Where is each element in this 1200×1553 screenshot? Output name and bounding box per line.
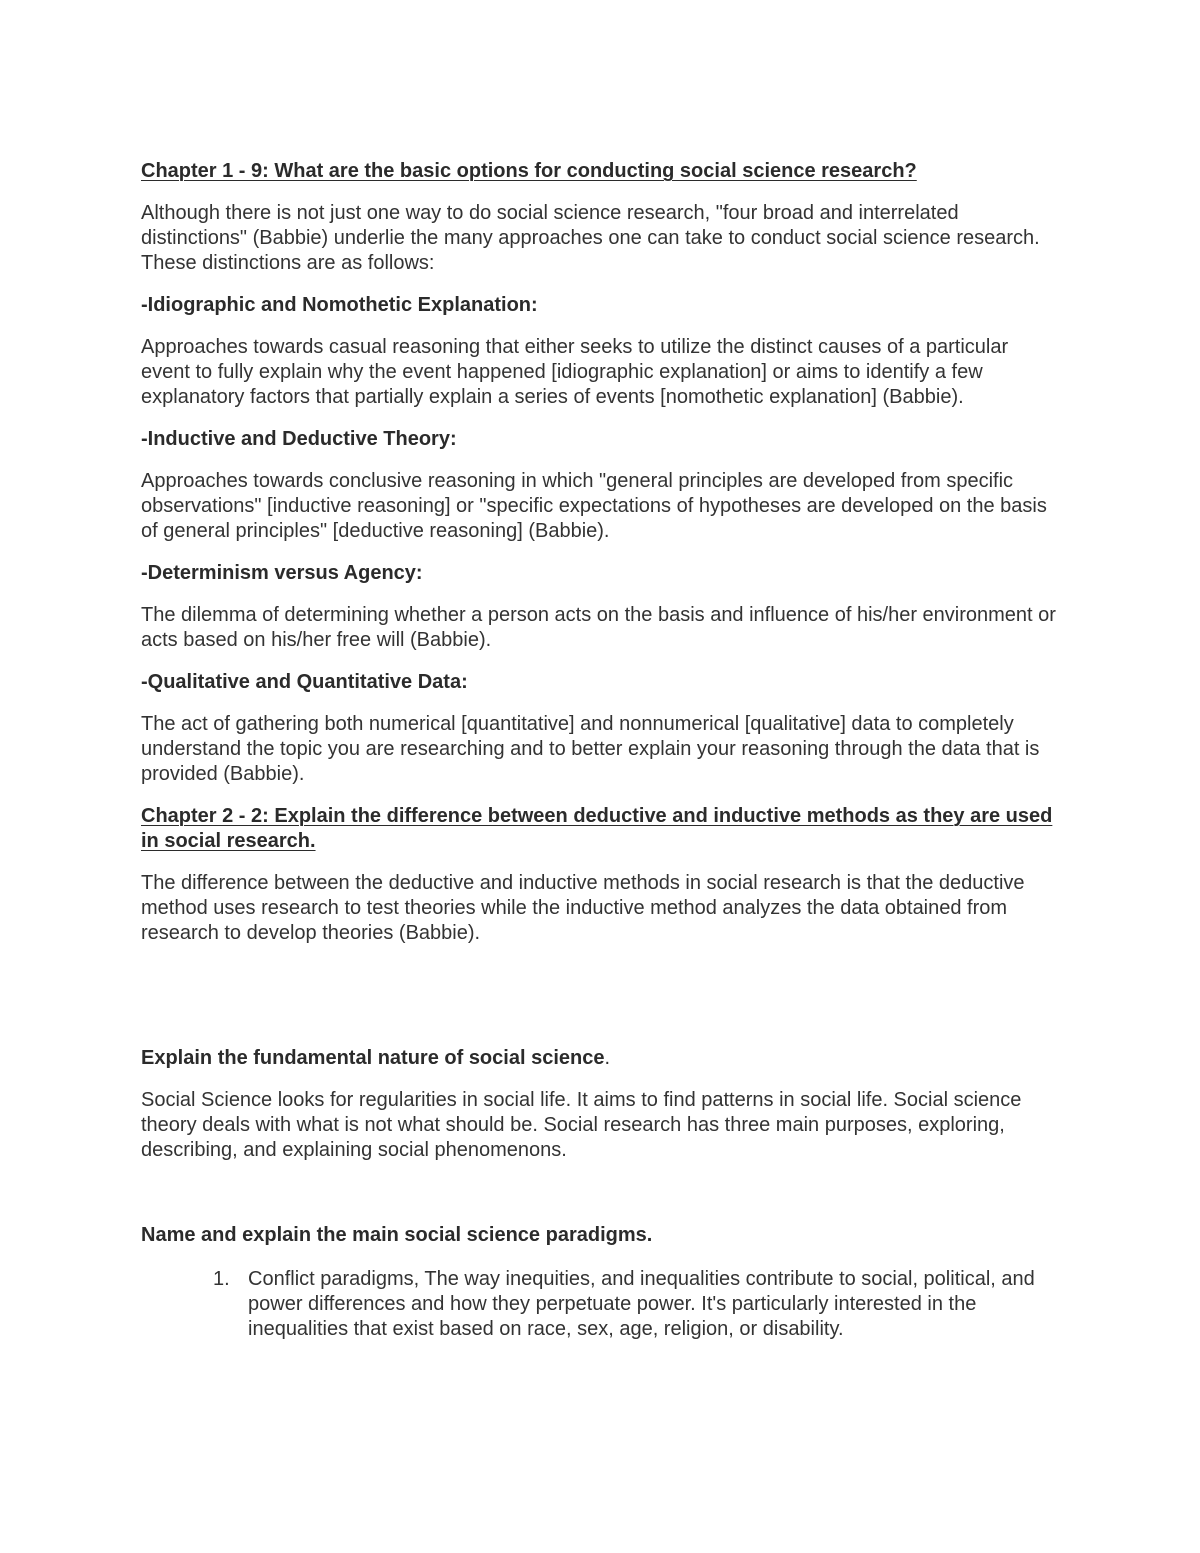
- section-heading-chapter-1-9: Chapter 1 - 9: What are the basic options for conducting social science research?: [141, 160, 917, 182]
- paragraph-deductive-inductive-difference: The difference between the deductive and inductive methods in social research is that the deductive method uses research to test theories while the inductive method analyzes the data obtained from research to develop theories (Babbie).: [141, 872, 1025, 944]
- list-item-text: Conflict paradigms, The way inequities, and inequalities contribute to social, political, and power differences and how they perpetuate power. It's particularly interested in the inequalities that exist based on race, sex, age, religion, or disability.: [248, 1268, 1035, 1340]
- paragraph-idiographic-nomothetic: Approaches towards casual reasoning that either seeks to utilize the distinct causes of a particular event to fully explain why the event happened [idiographic explanation] or aims to identify a few explanatory factors that partially explain a series of events [nomothetic explanation] (Babbie).: [141, 336, 1009, 408]
- subheading-inductive-deductive: -Inductive and Deductive Theory:: [141, 428, 457, 450]
- section-heading-chapter-2-2: Chapter 2 - 2: Explain the difference between deductive and inductive methods as they are used in social research.: [141, 805, 1053, 852]
- paragraph-fundamental-nature: Social Science looks for regularities in social life. It aims to find patterns in social life. Social science theory deals with what is not what should be. Social research has three main purposes, exploring, describing, and explaining social phenomenons.: [141, 1089, 1022, 1161]
- paradigms-list: [213, 1267, 1061, 1342]
- subheading-determinism-agency: -Determinism versus Agency:: [141, 562, 423, 584]
- paragraph-qualitative-quantitative: The act of gathering both numerical [quantitative] and nonnumerical [qualitative] data to completely understand the topic you are researching and to better explain your reasoning through the data that is provided (Babbie).: [141, 713, 1040, 785]
- section-heading-paradigms: Name and explain the main social science paradigms.: [141, 1224, 653, 1246]
- document-body: [141, 159, 1061, 1342]
- list-item: [213, 1267, 1061, 1342]
- heading-text-fundamental-nature: Explain the fundamental nature of social science: [141, 1047, 605, 1069]
- paragraph-inductive-deductive: Approaches towards conclusive reasoning in which "general principles are developed from specific observations" [inductive reasoning] or "specific expectations of hypotheses are developed on the basis of general principles" [deductive reasoning] (Babbie).: [141, 470, 1047, 542]
- list-item-number: 1.: [213, 1268, 230, 1290]
- section-intro-paragraph: Although there is not just one way to do social science research, "four broad and interrelated distinctions" (Babbie) underlie the many approaches one can take to conduct social science research. These distinctions are as follows:: [141, 202, 1040, 274]
- section-heading-fundamental-nature: [141, 1046, 1061, 1071]
- heading-period: .: [604, 1047, 611, 1069]
- subheading-qualitative-quantitative: -Qualitative and Quantitative Data:: [141, 671, 468, 693]
- paragraph-determinism-agency: The dilemma of determining whether a person acts on the basis and influence of his/her environment or acts based on his/her free will (Babbie).: [141, 604, 1056, 651]
- subheading-idiographic-nomothetic: -Idiographic and Nomothetic Explanation:: [141, 294, 538, 316]
